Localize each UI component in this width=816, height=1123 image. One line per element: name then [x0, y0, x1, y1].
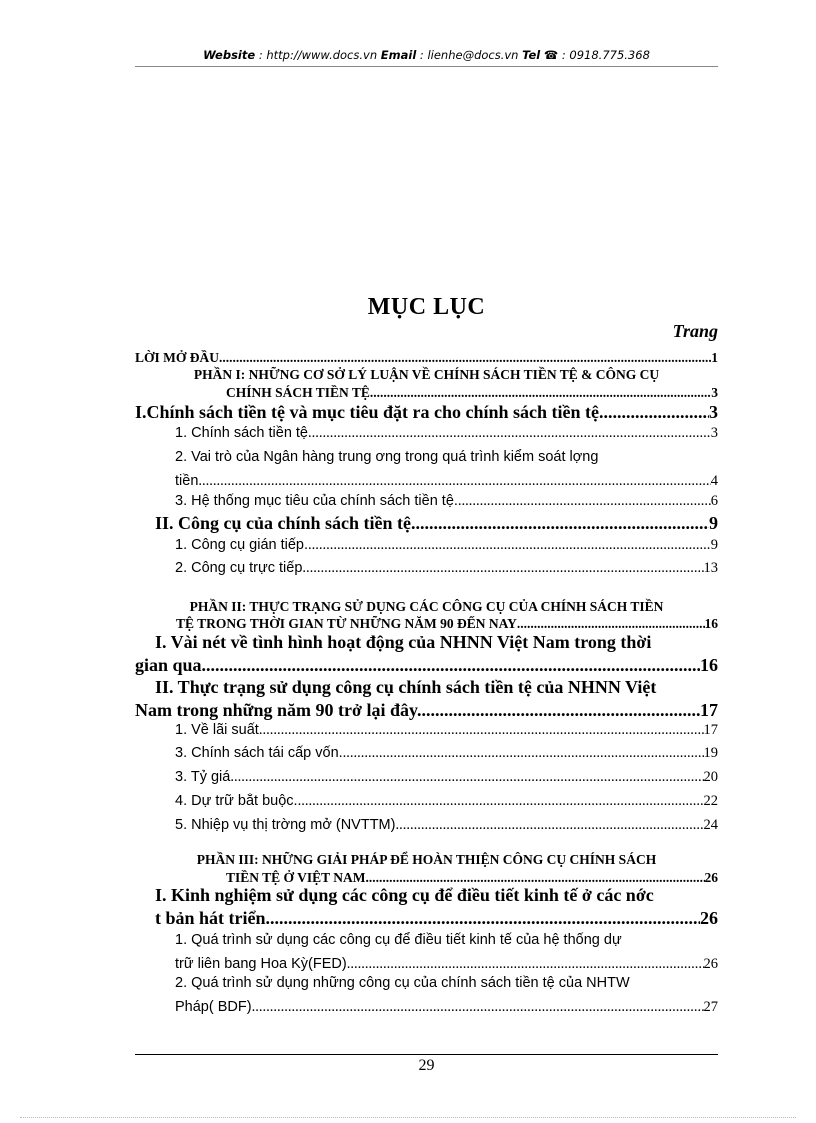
- toc-page-number: 17: [700, 700, 718, 720]
- bottom-dotted-border: [20, 1117, 796, 1118]
- dot-leader: [259, 722, 704, 739]
- toc-entry-text: 1. Chính sách tiền tệ: [175, 425, 308, 441]
- toc-page-number: 16: [704, 616, 718, 631]
- toc-part2-heading-line2: [176, 616, 718, 632]
- page-title: MỤC LỤC: [367, 294, 486, 320]
- toc-p1-section-1: [135, 402, 718, 423]
- toc-entry-text: Pháp( BDF): [175, 999, 252, 1015]
- toc-entry-text: t bản hát triển.: [155, 908, 271, 928]
- toc-part1-heading-line2: [226, 385, 718, 401]
- dot-leader: [308, 425, 711, 442]
- toc-part3-heading-line2: [226, 870, 718, 886]
- toc-part2-heading-line1: PHẦN II: THỰC TRẠNG SỬ DỤNG CÁC CÔNG CỤ CỦA CHÍNH SÁCH TIỀN: [189, 599, 664, 614]
- dot-leader: [230, 769, 703, 786]
- page-column-label: Trang: [672, 321, 718, 341]
- toc-p1-item-2-line1: 2. Vai trò của Ngân hàng trung ơng trong quá trình kiểm soát lợng: [175, 449, 599, 465]
- toc-entry-text: 3. Tỷ giá: [175, 769, 231, 785]
- dot-leader: [270, 908, 700, 929]
- toc-page-number: 22: [703, 793, 718, 809]
- toc-entry-text: II. Công cụ của chính sách tiền tệ.: [155, 513, 416, 533]
- toc-p2-item-3: [175, 769, 718, 786]
- dot-leader: [395, 817, 703, 834]
- toc-p1-item-2-line2: [175, 473, 718, 490]
- toc-entry-text: 4. Dự trữ bắt buộc.: [175, 793, 298, 809]
- dot-leader: [416, 513, 709, 534]
- toc-entry-loi-mo-dau: [135, 350, 718, 366]
- toc-p3-section-1-line1: I. Kinh nghiệm sử dụng các công cụ để điều tiết kinh tế ở các nớc: [155, 885, 654, 905]
- toc-p2-item-5: [175, 817, 718, 834]
- toc-p2-section-2-line2: [135, 700, 718, 721]
- toc-p1-section-2: [155, 513, 718, 534]
- email-value: : lienhe@docs.vn: [416, 48, 523, 62]
- tel-value: : 0918.775.368: [558, 48, 650, 62]
- dot-leader: [421, 700, 700, 721]
- toc-p1-item-5: [175, 560, 718, 577]
- toc-page-number: 16: [700, 655, 718, 675]
- toc-entry-text: I.Chính sách tiền tệ và mục tiêu đặt ra cho chính sách tiền tệ: [135, 402, 600, 422]
- toc-page-number: 3: [710, 425, 718, 441]
- dot-leader: [198, 473, 710, 490]
- toc-page-number: 24: [703, 817, 718, 833]
- toc-page-number: 26: [704, 870, 718, 885]
- toc-p2-section-1-line2: [135, 655, 718, 676]
- dot-leader: [370, 385, 711, 401]
- toc-p3-section-1-line2: [155, 908, 718, 929]
- toc-page-number: 26: [700, 908, 718, 928]
- dot-leader: [206, 655, 700, 676]
- toc-entry-text: CHÍNH SÁCH TIỀN TỆ: [226, 385, 370, 400]
- toc-p1-item-4: [175, 537, 718, 554]
- toc-page-number: 3: [709, 402, 718, 422]
- email-label: Email: [380, 48, 417, 62]
- toc-p2-section-2-line1: II. Thực trạng sử dụng công cụ chính sách tiền tệ của NHNN Việt: [155, 677, 657, 697]
- toc-p2-item-4: [175, 793, 718, 810]
- dot-leader: [298, 793, 704, 810]
- toc-entry-text: TIỀN TỆ Ở VIỆT NAM: [226, 870, 366, 885]
- toc-entry-text: 5. Nhiệp vụ thị trờng mở (NVTTM): [175, 817, 396, 833]
- dot-leader: [366, 870, 705, 886]
- toc-entry-text: gian qua.: [135, 655, 207, 675]
- toc-page-number: 3: [711, 385, 718, 400]
- footer-divider: [135, 1054, 718, 1055]
- toc-p3-item-2-line1: 2. Quá trình sử dụng những công cụ của chính sách tiền tệ của NHTW: [175, 975, 630, 991]
- toc-p2-section-1-line1: I. Vài nét về tình hình hoạt động của NHNN Việt Nam trong thời: [155, 632, 652, 652]
- toc-page-number: 17: [703, 722, 718, 738]
- dot-leader: [347, 956, 704, 973]
- dot-leader: [599, 402, 709, 423]
- dot-leader: [308, 537, 711, 554]
- dot-leader: [458, 493, 711, 510]
- toc-entry-text: 1. Về lãi suất: [175, 722, 259, 738]
- toc-entry-text: 3. Chính sách tái cấp vốn.: [175, 745, 343, 761]
- dot-leader: [252, 999, 704, 1016]
- page-header: [135, 48, 718, 62]
- toc-entry-text: 2. Công cụ trực tiếp: [175, 560, 303, 576]
- tel-label: Tel: [522, 48, 541, 62]
- toc-page-number: 19: [703, 745, 718, 761]
- toc-entry-text: tiền: [175, 473, 199, 489]
- dot-leader: [517, 616, 705, 632]
- toc-page-number: 4: [710, 473, 718, 489]
- toc-entry-text: TỆ TRONG THỜI GIAN TỪ NHỮNG NĂM 90 ĐẾN NAY: [176, 616, 517, 631]
- toc-entry-text: trữ liên bang Hoa Kỳ(FED): [175, 956, 347, 972]
- toc-entry-text: Nam trong những năm 90 trở lại đây.: [135, 700, 422, 720]
- toc-p1-item-1: [175, 425, 718, 442]
- toc-entry-text: LỜI MỞ ĐẦU: [135, 350, 219, 365]
- toc-page-number: 6: [710, 493, 718, 509]
- dot-leader: [219, 350, 711, 366]
- toc-p2-item-2: [175, 745, 718, 762]
- toc-page-number: 20: [703, 769, 718, 785]
- toc-part1-heading-line1: PHẦN I: NHỮNG CƠ SỞ LÝ LUẬN VỀ CHÍNH SÁCH TIỀN TỆ & CÔNG CỤ: [193, 367, 660, 382]
- toc-page-number: 13: [703, 560, 718, 576]
- toc-part3-heading-line1: PHẦN III: NHỮNG GIẢI PHÁP ĐỂ HOÀN THIỆN CÔNG CỤ CHÍNH SÁCH: [196, 852, 657, 867]
- phone-icon: ☎: [543, 48, 559, 62]
- header-divider: [135, 66, 718, 67]
- toc-page-number: 26: [703, 956, 718, 972]
- toc-entry-text: 3. Hệ thống mục tiêu của chính sách tiền tệ.: [175, 493, 458, 509]
- dot-leader: [343, 745, 704, 762]
- toc-p3-item-2-line2: [175, 999, 718, 1016]
- toc-p1-item-3: [175, 493, 718, 510]
- toc-p3-item-1-line1: 1. Quá trình sử dụng các công cụ để điều tiết kinh tế của hệ thống dự: [175, 932, 622, 948]
- toc-entry-text: 1. Công cụ gián tiếp.: [175, 537, 309, 553]
- page-number: 29: [418, 1057, 435, 1074]
- toc-p2-item-1: [175, 722, 718, 739]
- website-label: Website: [203, 48, 256, 62]
- toc-p3-item-1-line2: [175, 956, 718, 973]
- toc-page-number: 9: [710, 537, 718, 553]
- toc-page-number: 27: [703, 999, 718, 1015]
- toc-page-number: 9: [709, 513, 718, 533]
- dot-leader: [302, 560, 703, 577]
- toc-page-number: 1: [711, 350, 718, 365]
- website-value: : http://www.docs.vn: [255, 48, 381, 62]
